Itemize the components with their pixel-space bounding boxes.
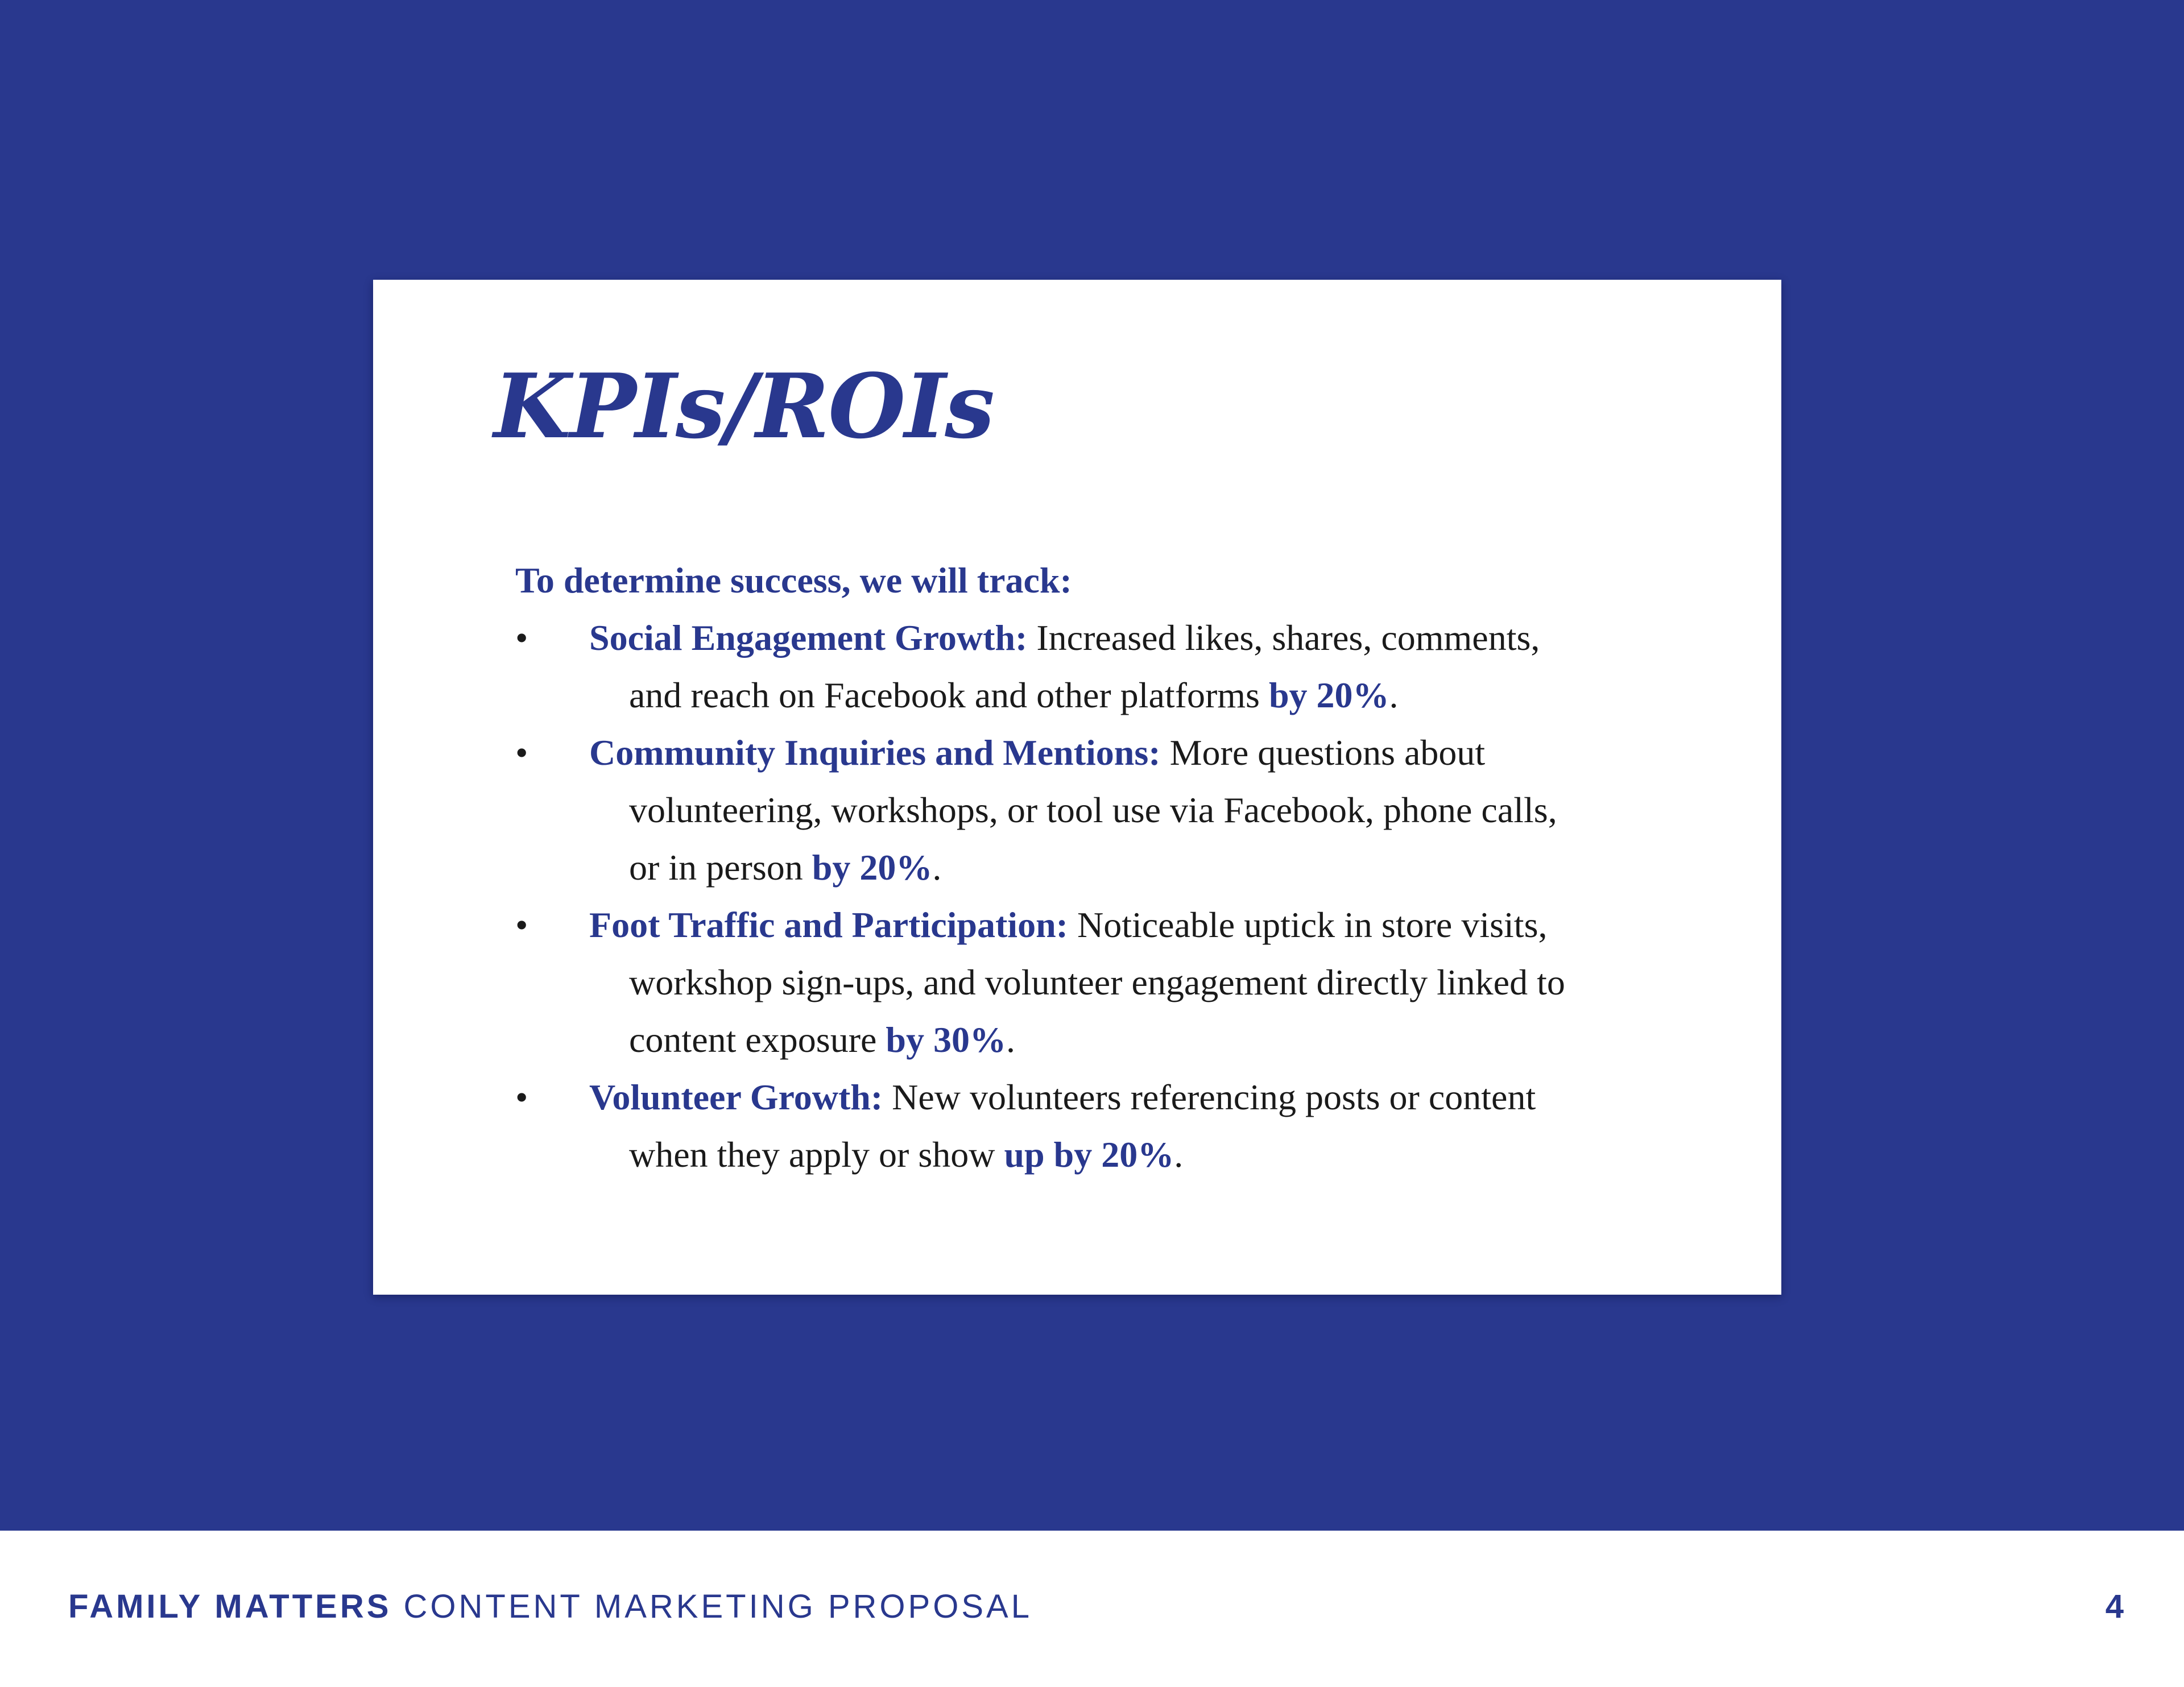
page-title: KPIs/ROIs [494, 354, 994, 458]
content-card [373, 280, 1781, 1295]
kpi-line [515, 839, 1710, 896]
kpi-target: by 20% [812, 847, 933, 888]
footer-title [68, 1590, 1032, 1623]
kpi-punct: . [1389, 675, 1399, 715]
kpi-label: Social Engagement Growth: [589, 617, 1028, 658]
kpi-target: up by 20% [1004, 1134, 1174, 1175]
kpi-text: when they apply or show [629, 1134, 1004, 1175]
kpi-item-volunteer-growth [515, 1068, 1710, 1183]
footer-brand: FAMILY MATTERS [68, 1588, 392, 1625]
kpi-list [515, 609, 1710, 1183]
kpi-punct: . [1174, 1134, 1184, 1175]
kpi-text: volunteering, workshops, or tool use via Facebook, phone calls, [629, 790, 1557, 830]
kpi-text: and reach on Facebook and other platforms [629, 675, 1269, 715]
bullet-icon: • [515, 732, 528, 773]
kpi-line [515, 896, 1710, 954]
kpi-item-social-engagement [515, 609, 1710, 724]
bullet-icon: • [515, 1077, 528, 1117]
bullet-icon: • [515, 617, 528, 658]
kpi-line [515, 724, 1710, 781]
page-number: 4 [2105, 1588, 2124, 1625]
footer-subtitle: CONTENT MARKETING PROPOSAL [391, 1588, 1032, 1625]
kpi-punct: . [932, 847, 942, 888]
kpi-line [515, 609, 1710, 666]
intro-text: To determine success, we will track: [515, 560, 1072, 600]
kpi-text: Increased likes, shares, comments, [1027, 617, 1540, 658]
kpi-line [515, 781, 1710, 839]
kpi-line [515, 1126, 1710, 1183]
kpi-line [515, 1068, 1710, 1126]
kpi-item-foot-traffic [515, 896, 1710, 1068]
kpi-punct: . [1006, 1019, 1015, 1060]
kpi-label: Foot Traffic and Participation: [589, 905, 1068, 945]
kpi-target: by 20% [1268, 675, 1389, 715]
kpi-text: workshop sign-ups, and volunteer engagement directly linked to [629, 962, 1565, 1002]
kpi-line [515, 1011, 1710, 1068]
kpi-target: by 30% [886, 1019, 1006, 1060]
kpi-label: Volunteer Growth: [589, 1077, 883, 1117]
kpi-text: New volunteers referencing posts or content [883, 1077, 1536, 1117]
kpi-text: or in person [629, 847, 812, 888]
bullet-icon: • [515, 905, 528, 945]
kpi-line [515, 954, 1710, 1011]
kpi-item-community-inquiries [515, 724, 1710, 896]
kpi-text: More questions about [1160, 732, 1486, 773]
kpi-line [515, 666, 1710, 724]
kpi-text: content exposure [629, 1019, 886, 1060]
kpi-label: Community Inquiries and Mentions: [589, 732, 1161, 773]
kpi-text: Noticeable uptick in store visits, [1068, 905, 1548, 945]
